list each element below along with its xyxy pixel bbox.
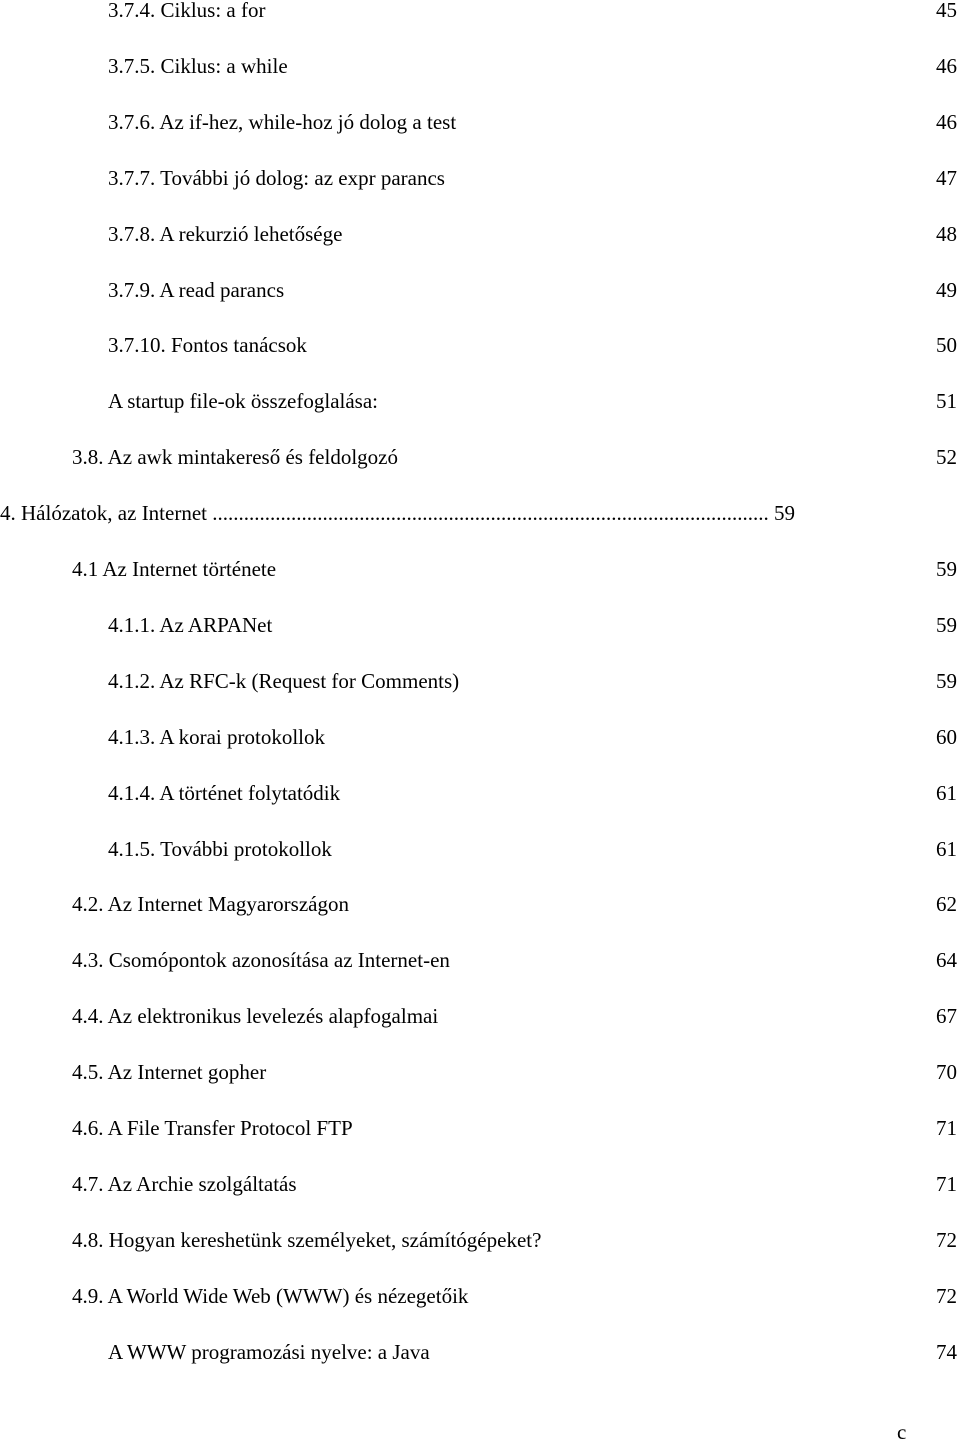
toc-entry-title: 4.2. Az Internet Magyarországon [72,892,349,917]
toc-entry [108,666,957,696]
toc-entry [72,1169,957,1199]
toc-page-number: 64 [936,948,957,973]
toc-entry [108,722,957,752]
toc-page-number: 49 [936,277,957,302]
toc-page-number: 72 [936,1227,957,1252]
toc-page-number: 48 [936,221,957,246]
toc-entry-title: 3.8. Az awk mintakereső és feldolgozó [72,445,398,470]
toc-page-number: 61 [936,780,957,805]
toc-entry-title: 4.9. A World Wide Web (WWW) és nézegetőik [72,1283,469,1308]
toc-page-number: 60 [936,724,957,749]
toc-entry-title: 3.7.9. A read parancs [108,277,285,302]
toc-entry [108,610,957,640]
toc-entry-title: A WWW programozási nyelve: a Java [108,1339,430,1364]
toc-entry-title: 3.7.4. Ciklus: a for [108,0,266,22]
toc-entry-title: 4. Hálózatok, az Internet .......................................................................................................... 59 [0,501,795,526]
toc-entry-title: 4.1.5. További protokollok [108,836,332,861]
toc-entry-title: 4.4. Az elektronikus levelezés alapfogalmai [72,1004,439,1029]
toc-entry-title: 4.1.1. Az ARPANet [108,612,273,637]
toc-entry [108,275,957,305]
toc-entry [72,1225,957,1255]
toc-page-number: 61 [936,836,957,861]
toc-entry [108,778,957,808]
toc-entry-title: 4.1.3. A korai protokollok [108,724,325,749]
toc-page-number: 51 [936,389,957,414]
toc-page-number: 71 [936,1116,957,1140]
toc-page-number: 70 [936,1060,957,1085]
toc-entry-title: 4.6. A File Transfer Protocol FTP [72,1116,353,1140]
toc-entry-title: 4.7. Az Archie szolgáltatás [72,1171,297,1196]
toc-entry-title: 4.8. Hogyan kereshetünk személyeket, számítógépeket? [72,1227,542,1252]
toc-page-number: 59 [936,668,957,693]
toc-entry [72,442,957,472]
toc-entry-title: 3.7.8. A rekurzió lehetősége [108,221,343,246]
toc-entry [72,1281,957,1311]
toc-page-number: 50 [936,333,957,358]
toc-page-number: 46 [936,53,957,78]
toc-page-number: 46 [936,109,957,134]
toc-entry [108,330,957,360]
toc-entry [108,0,957,25]
toc-entry-title: 4.1 Az Internet története [72,557,277,581]
toc-entry [72,945,957,975]
toc-entry [108,834,957,864]
toc-entry [72,1057,957,1087]
toc-entry-title: 3.7.5. Ciklus: a while [108,53,288,78]
toc-entry [108,51,957,81]
toc-entry [108,163,957,193]
toc-entry [0,498,912,528]
toc-page-number: 67 [936,1004,957,1029]
toc-page-number: 62 [936,892,957,917]
toc-page-number: 47 [936,165,957,190]
toc-entry [108,219,957,249]
toc-entry-title: 3.7.10. Fontos tanácsok [108,333,307,358]
toc-entry-title: 3.7.6. Az if-hez, while-hoz jó dolog a test [108,109,457,134]
toc-page-number: 45 [936,0,957,22]
toc-page-number: 59 [936,612,957,637]
toc-entry-title: 3.7.7. További jó dolog: az expr parancs [108,165,445,190]
toc-entry-title: A startup file-ok összefoglalása: [108,389,379,414]
toc-page-number: 71 [936,1171,957,1196]
toc-entry [108,1337,957,1367]
toc-entry [72,889,957,919]
toc-entry [108,386,957,416]
toc-entry-title: 4.5. Az Internet gopher [72,1060,267,1085]
toc-entry [72,554,957,584]
toc-entry [108,107,957,137]
toc-page-number: 72 [936,1283,957,1308]
toc-entry-title: 4.1.4. A történet folytatódik [108,780,341,805]
toc-page-number: 52 [936,445,957,470]
toc-page-number: 74 [936,1339,957,1364]
toc-entry [72,1001,957,1031]
page-number-footer: c [897,1420,907,1444]
toc-entry [72,1113,957,1143]
toc-page-number: 59 [936,557,957,581]
toc-entry-title: 4.1.2. Az RFC-k (Request for Comments) [108,668,460,693]
toc-entry-title: 4.3. Csomópontok azonosítása az Internet-en [72,948,450,973]
